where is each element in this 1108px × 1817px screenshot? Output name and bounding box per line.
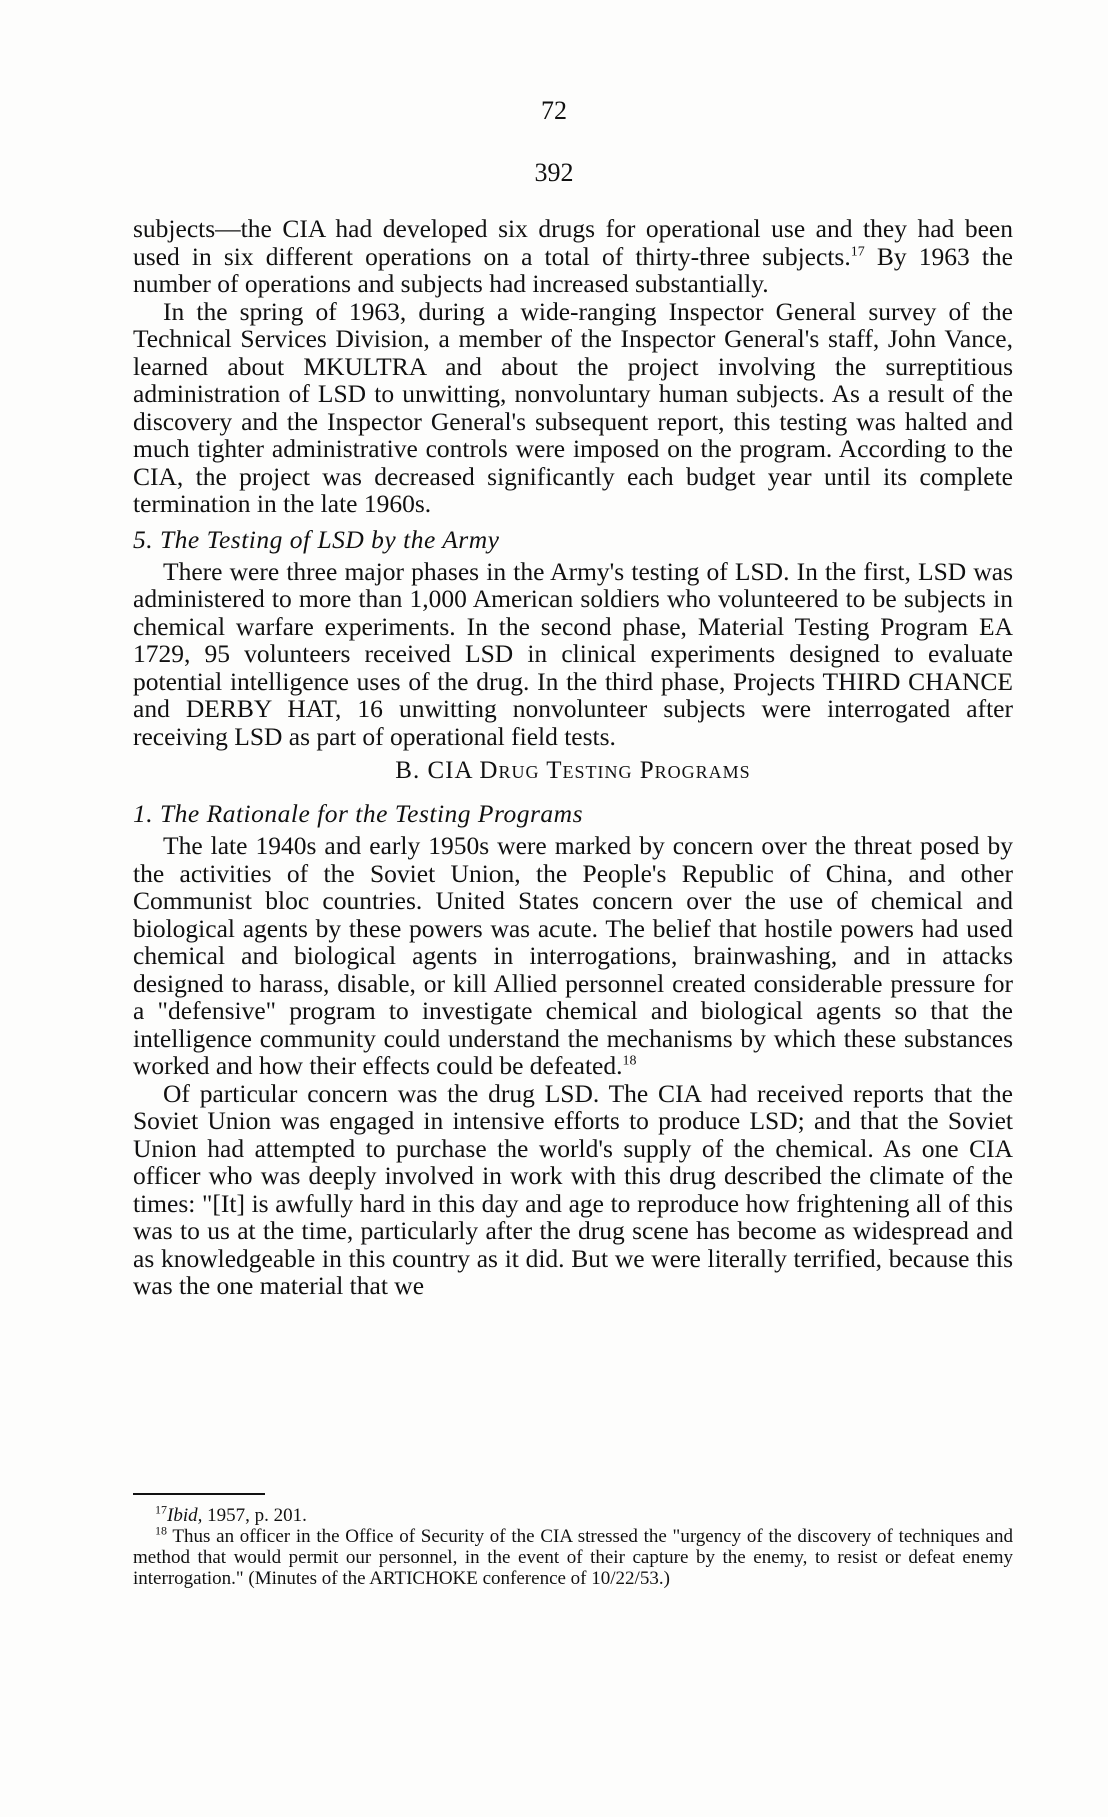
footnote-ref-17: 17 (850, 244, 865, 259)
paragraph: There were three major phases in the Army's testing of LSD. In the first, LSD was administered to more than 1,000 American soldiers who volunteered to be subjects in chemical warfare experiments. In the second phase, Material Testing Program EA 1729, 95 volunteers received LSD in clinical experiments designed to evaluate potential intelligence uses of the drug. In the third phase, Projects THIRD CHANCE and DERBY HAT, 16 unwitting nonvolunteer subjects were interrogated after receiving LSD as part of operational field tests. (133, 556, 1013, 751)
original-page-number: 392 (534, 158, 574, 187)
paragraph: In the spring of 1963, during a wide-ranging Inspector General survey of the Technical Services Division, a member of the Inspector General's staff, John Vance, learned about MKULTRA and about the project involving the surreptitious administration of LSD to unwitting, nonvoluntary human subjects. As a result of the discovery and the Inspector General's subsequent report, this testing was halted and much tighter administrative controls were imposed on the program. According to the CIA, the project was decreased significantly each budget year until its complete termination in the late 1960s. (133, 296, 1013, 518)
footnotes (133, 1502, 1013, 1589)
paragraph-text: subjects—the CIA had developed six drugs for operational use and they had been used in six different operations on a total of thirty-three subjects. (133, 214, 1013, 271)
paragraph-text: The late 1940s and early 1950s were marked by concern over the threat posed by the activities of the Soviet Union, the People's Republic of China, and other Communist bloc countries. United States concern over the use of chemical and biological agents by these powers was acute. The belief that hostile powers had used chemical and biological agents in interrogations, brainwashing, and in attacks designed to harass, disable, or kill Allied personnel created considerable pressure for a "defensive" program to investigate chemical and biological agents so that the intelligence community could understand the mechanisms by which these substances worked and how their effects could be defeated. (133, 831, 1013, 1080)
footnote-18 (133, 1523, 1013, 1589)
paragraph: Of particular concern was the drug LSD. The CIA had received reports that the Soviet Union was engaged in intensive efforts to produce LSD; and that the Soviet Union had attempted to purchase the world's supply of the chemical. As one CIA officer who was deeply involved in work with this drug described the climate of the times: "[It] is awfully hard in this day and age to reproduce how frightening all of this was to us at the time, particularly after the drug scene has become as widespread and as knowledgeable in this country as it did. But we were literally terrified, because this was the one material that we (133, 1078, 1013, 1300)
footnote-divider (133, 1493, 265, 1495)
footnote-citation: Ibid, (167, 1505, 203, 1526)
footnote-number: 18 (155, 1523, 167, 1538)
footnote-number: 17 (155, 1502, 167, 1517)
section-heading-b: B. CIA Drug Testing Programs (395, 757, 751, 784)
subsection-heading-5: 5. The Testing of LSD by the Army (133, 524, 500, 554)
paragraph (133, 832, 1013, 1080)
footnote-text: 1957, p. 201. (202, 1505, 307, 1526)
paragraph (133, 215, 1013, 298)
body-text (133, 215, 1013, 1300)
footnote-ref-18: 18 (622, 1053, 637, 1069)
footnote-text: Thus an officer in the Office of Security of the CIA stressed the "urgency of the discovery of techniques and method that would permit our personnel, in the event of their capture by the enemy, to resist or defeat enemy interrogation." (Minutes of the ARTICHOKE conference of 10/22/53.) (133, 1526, 1013, 1589)
footnote-17 (133, 1502, 1013, 1526)
page-number: 72 (541, 96, 567, 125)
paragraph-text: By 1963 the number of operations and subjects had increased substantially. (133, 241, 1013, 298)
subsection-heading-1: 1. The Rationale for the Testing Programs (133, 799, 584, 828)
